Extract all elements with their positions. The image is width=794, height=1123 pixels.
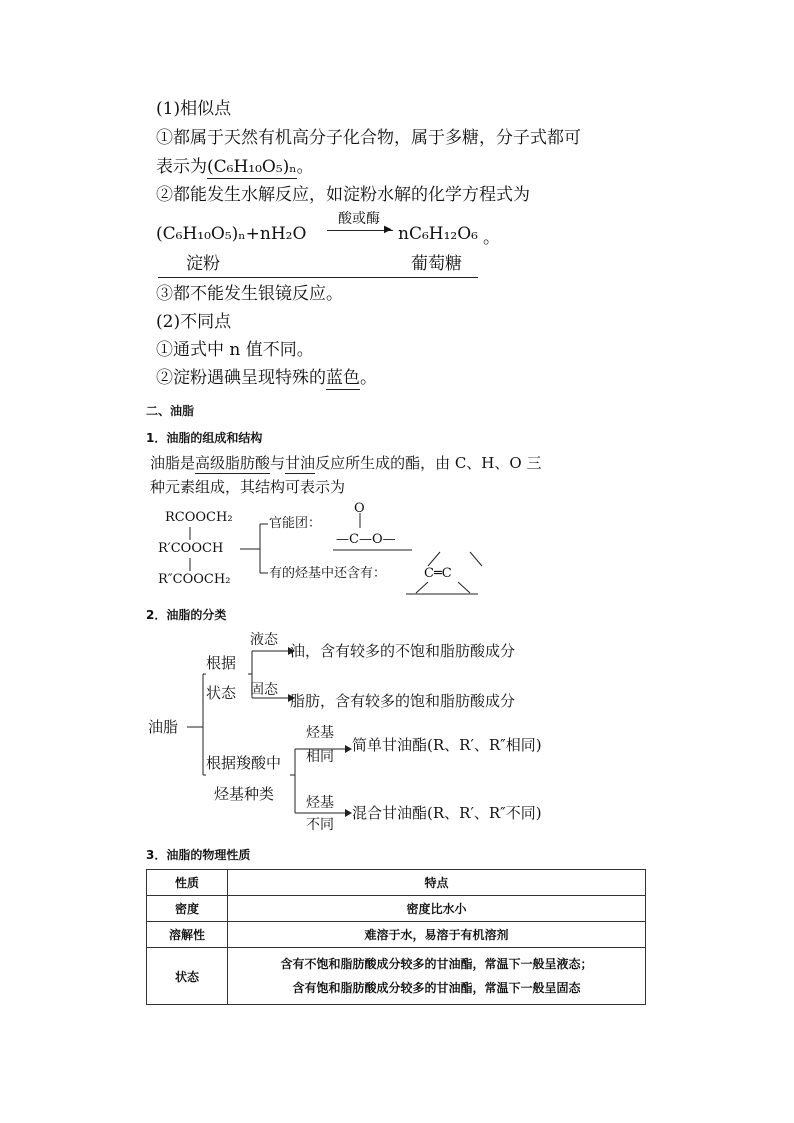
equation-end: 。 — [483, 228, 500, 248]
table-cell-key: 状态 — [147, 948, 228, 1005]
state-line-1: 含有不饱和脂肪酸成分较多的甘油酯，常温下一般呈液态； — [280, 957, 593, 971]
table-header-property: 性质 — [147, 870, 228, 896]
table-cell-value: 难溶于水，易溶于有机溶剂 — [228, 922, 646, 948]
diff-desc: 混合甘油酯(R、R′、R″不同) — [352, 804, 542, 822]
sub1-title: 1．油脂的组成和结构 — [146, 431, 263, 445]
diff2-blank: 蓝色 — [326, 368, 360, 388]
intro-blank-fatty-acid: 高级脂肪酸 — [195, 454, 271, 472]
table-row — [147, 922, 646, 948]
by-state-1: 根据 — [206, 654, 237, 672]
table-header-row — [147, 870, 646, 896]
item1-prefix: 表示为 — [156, 157, 207, 177]
functional-group-chain: —C—O— — [336, 532, 396, 547]
equation-condition: 酸或酶 — [338, 211, 380, 227]
equation-left: (C₆H₁₀O₅)ₙ+nH₂O — [156, 224, 307, 244]
same-desc: 简单甘油酯(R、R′、R″相同) — [352, 736, 542, 754]
table-header-feature: 特点 — [228, 870, 646, 896]
similar-heading: (1)相似点 — [156, 99, 232, 119]
section-title-oils: 二、油脂 — [146, 404, 195, 418]
equation-under-glucose: 葡萄糖 — [411, 254, 462, 274]
liquid-desc: 油，含有较多的不饱和脂肪酸成分 — [290, 642, 516, 660]
intro-a: 油脂是 — [150, 454, 196, 472]
diff2-suffix: 。 — [360, 368, 377, 388]
similar-item-2: ②都能发生水解反应，如淀粉水解的化学方程式为 — [156, 185, 530, 205]
intro-c: 反应所生成的酯，由 C、H、O 三 — [315, 454, 542, 472]
intro-b: 与 — [270, 454, 286, 472]
diff-top: 烃基 — [306, 795, 334, 811]
state-line-2: 含有饱和脂肪酸成分较多的甘油酯，常温下一般呈固态 — [292, 981, 581, 995]
item1-suffix: 。 — [296, 157, 314, 177]
liquid-label: 液态 — [250, 632, 278, 648]
diff-item-2 — [156, 367, 377, 389]
same-top: 烃基 — [306, 725, 334, 741]
intro-line-2: 种元素组成，其结构可表示为 — [150, 478, 346, 496]
diff-item-1: ①通式中 n 值不同。 — [156, 340, 314, 360]
intro-line-1 — [150, 452, 541, 474]
tree-root: 油脂 — [148, 718, 179, 736]
properties-table — [146, 869, 646, 1005]
by-acid-1: 根据羧酸中 — [206, 754, 282, 772]
equation-underline — [158, 277, 478, 278]
arrow-head-icon: ▶ — [384, 224, 392, 235]
table-cell-value: 密度比水小 — [228, 896, 646, 922]
table-row — [147, 896, 646, 922]
same-bottom: 相同 — [306, 749, 334, 765]
double-bond: C═C — [424, 566, 452, 581]
item1-formula-blank: (C₆H₁₀O₅)ₙ — [207, 157, 297, 177]
equation-under-starch: 淀粉 — [186, 254, 220, 274]
similar-item-1-line2 — [156, 156, 314, 178]
struct-row-1: RCOOCH₂ — [165, 510, 233, 525]
hydrocarbon-label: 有的烃基中还含有： — [269, 566, 387, 581]
by-acid-2: 烃基种类 — [214, 785, 275, 803]
functional-group-o: O — [354, 501, 365, 516]
table-row — [147, 948, 646, 1005]
diff2-prefix: ②淀粉遇碘呈现特殊的 — [156, 368, 326, 388]
struct-row-2: R′COOCH — [158, 541, 224, 556]
solid-label: 固态 — [250, 682, 278, 698]
by-state-2: 状态 — [206, 684, 237, 702]
intro-blank-glycerol: 甘油 — [285, 454, 316, 472]
table-cell-value — [228, 948, 646, 1005]
struct-row-3: R″COOCH₂ — [158, 572, 231, 587]
table-cell-key: 溶解性 — [147, 922, 228, 948]
functional-group-label: 官能团： — [269, 516, 322, 531]
equation-right: nC₆H₁₂O₆ — [398, 224, 478, 244]
diff-heading: (2)不同点 — [156, 312, 232, 332]
similar-item-1-line1: ①都属于天然有机高分子化合物，属于多糖，分子式都可 — [156, 128, 581, 148]
sub2-title: 2．油脂的分类 — [146, 608, 227, 622]
similar-item-3: ③都不能发生银镜反应。 — [156, 284, 343, 304]
sub3-title: 3．油脂的物理性质 — [146, 848, 251, 862]
solid-desc: 脂肪，含有较多的饱和脂肪酸成分 — [290, 692, 516, 710]
table-cell-key: 密度 — [147, 896, 228, 922]
diff-bottom: 不同 — [306, 817, 334, 833]
